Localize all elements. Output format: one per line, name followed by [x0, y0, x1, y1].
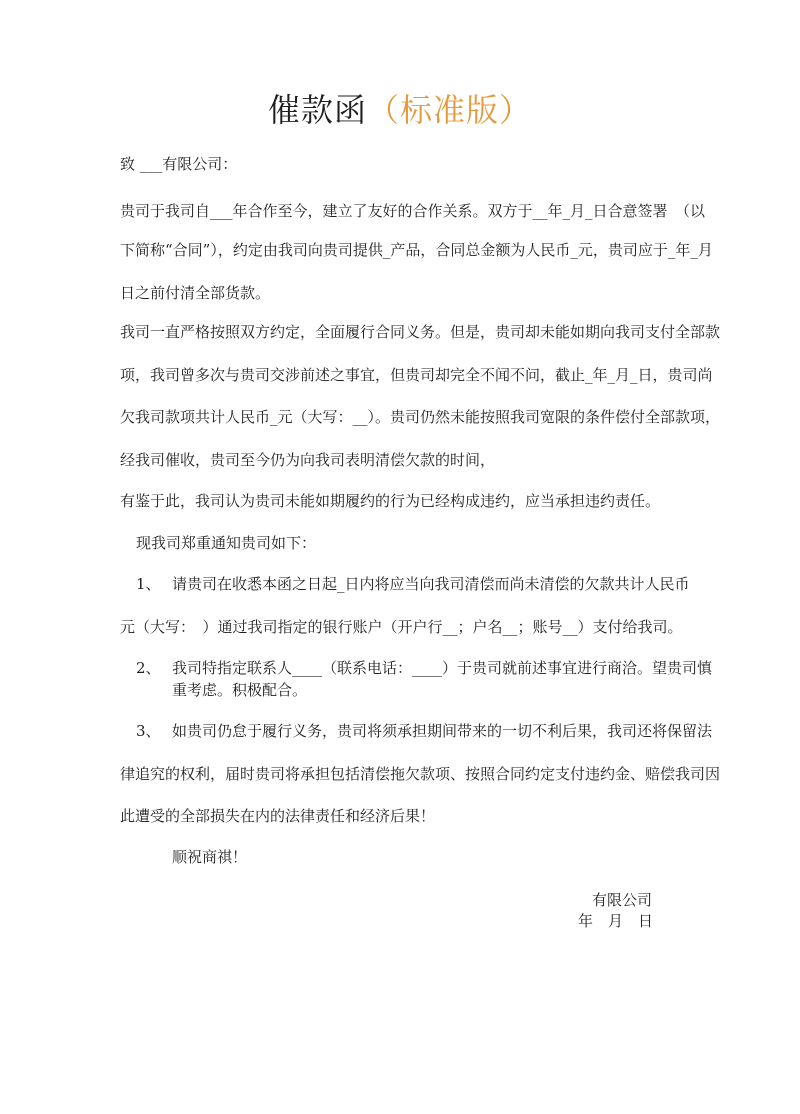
signature-company: 有限公司 [592, 891, 653, 909]
salutation: 致 ___有限公司： [120, 155, 238, 173]
item2-line2: 重考虑。积极配合。 [172, 681, 308, 699]
paragraph1-line2: 下简称“合同”），约定由我司向贵司提供_产品，合同总金额为人民币_元，贵司应于_年_月 [120, 241, 713, 259]
page-title [0, 88, 800, 132]
title-suffix: （标准版） [367, 91, 533, 129]
paragraph1-line3: 日之前付清全部货款。 [120, 284, 271, 302]
closing: 顺祝商祺！ [172, 848, 248, 866]
paragraph1-line1: 贵司于我司自___年合作至今，建立了友好的合作关系。双方于__年_月_日合意签署 （以 [120, 202, 706, 220]
paragraph2-line4: 经我司催收，贵司至今仍为向我司表明清偿欠款的时间， [120, 451, 496, 469]
notice-intro: 现我司郑重通知贵司如下： [136, 534, 317, 552]
item3-line1: 如贵司仍怠于履行义务，贵司将须承担期间带来的一切不利后果，我司还将保留法 [172, 722, 713, 740]
paragraph2-line3: 欠我司款项共计人民币_元（大写：__）。贵司仍然未能按照我司宽限的条件偿付全部款项， [120, 408, 721, 426]
paragraph3: 有鉴于此，我司认为贵司未能如期履约的行为已经构成违约，应当承担违约责任。 [120, 492, 661, 510]
item1-line2: 元（大写： ）通过我司指定的银行账户（开户行__；户名__；账号__）支付给我司。 [120, 618, 683, 636]
item1-line1: 请贵司在收悉本函之日起_日内将应当向我司清偿而尚未清偿的欠款共计人民币 [172, 575, 690, 593]
item-number: 2、 [136, 659, 161, 677]
item2-line1: 我司特指定联系人____（联系电话：____）于贵司就前述事宜进行商洽。望贵司慎 [172, 659, 713, 677]
title-main: 催款函 [267, 91, 367, 129]
item3-line3: 此遭受的全部损失在内的法律责任和经济后果！ [120, 807, 436, 825]
paragraph2-line1: 我司一直严格按照双方约定，全面履行合同义务。但是，贵司却未能如期向我司支付全部款 [120, 323, 721, 341]
item-number: 3、 [136, 722, 161, 740]
signature-date: 年 月 日 [578, 912, 654, 930]
item3-line2: 律追究的权利，届时贵司将承担包括清偿拖欠款项、按照合同约定支付违约金、赔偿我司因 [120, 765, 721, 783]
item-number: 1、 [136, 575, 161, 593]
paragraph2-line2: 项，我司曾多次与贵司交涉前述之事宜，但贵司却完全不闻不问，截止_年_月_日，贵司尚 [120, 366, 713, 384]
